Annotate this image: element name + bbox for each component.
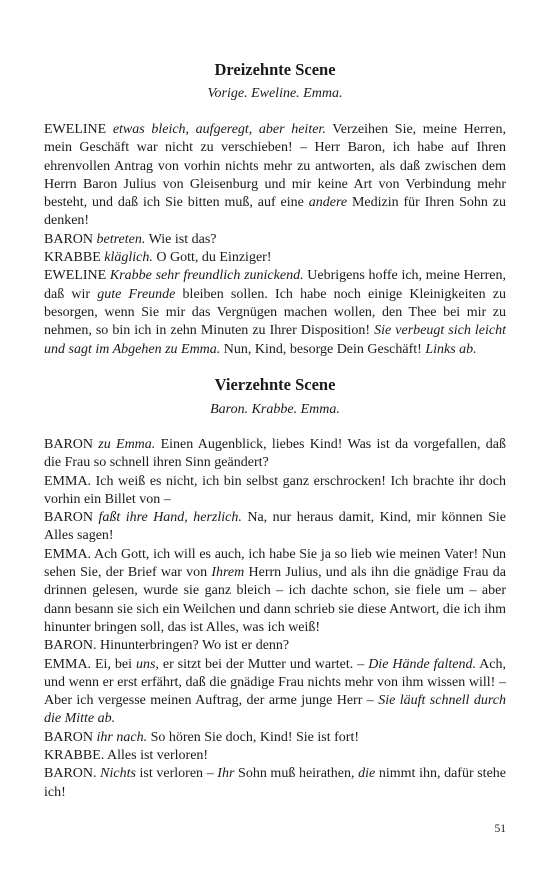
dialogue-text: So hören Sie doch, Kind! Sie ist fort! (147, 729, 359, 745)
dialogue-text: Herrn Julius, und als ihn die gnädige Frau da drinnen gelesen, wurde sie ganz bleich – ich dachte schon, sie fiele um – aber dann besann sie sich ein Weilchen und dann schrieb sie diese Antwort, die ich ihm hinunter bringen soll, das ist Alles, was ich weiß! (44, 565, 506, 635)
stage-direction: Links ab. (425, 341, 477, 357)
dialogue-paragraph (44, 765, 506, 802)
dialogue-text: BARON (44, 729, 97, 745)
stage-direction: Die Hände faltend. (368, 656, 476, 672)
dialogue-text: EMMA. Ach Gott, ich will es auch, ich habe Sie ja so lieb wie meinen Vater! Nun sehen Sie, der Brief war von (44, 546, 506, 581)
dialogue-text: BARON. Hinunterbringen? Wo ist er denn? (44, 638, 290, 654)
dialogue-text: Wie ist das? (145, 231, 217, 247)
dialogue-text: Einen Augenblick, liebes Kind! Was ist da vorgefallen, daß die Frau so schnell ihren Sinn geändert? (44, 437, 506, 471)
stage-direction: Sie läuft schnell durch die Mitte ab. (44, 693, 506, 727)
page-number: 51 (494, 823, 506, 835)
dialogue-text: BARON. (44, 766, 101, 782)
dialogue-paragraph (44, 656, 506, 729)
dialogue-text: BARON (44, 437, 99, 452)
dialogue-text: Nun, Kind, besorge Dein Geschäft! (220, 341, 426, 357)
dialogue-paragraph (44, 637, 506, 655)
dialogue-text: EWELINE (44, 122, 113, 137)
stage-direction: etwas bleich, aufgeregt, aber heiter. (112, 122, 326, 137)
dialogue-text: bleiben sollen. Ich habe noch einige Kleinigkeiten zu besorgen, wenn Sie mir das Vergnügen machen wollen, den Thee bei mir zu nehmen, so bin ich in zehn Minuten zu Ihrer Disposition! (44, 286, 506, 339)
dialogue-text: Na, nur heraus damit, Kind, mir können Sie Alles sagen! (44, 510, 506, 544)
stage-direction: zu Emma. (98, 437, 156, 452)
dialogue-text: EMMA. Ei, bei (44, 656, 136, 672)
dialogue-text: , er sitzt bei der Mutter und wartet. – (155, 656, 369, 672)
dialogue-text: EWELINE (44, 268, 110, 284)
dialogue-text: nimmt ihn, dafür stehe ich! (44, 766, 506, 800)
stage-direction: faßt ihre Hand, herzlich. (98, 510, 242, 526)
dialogue-paragraph (44, 546, 506, 637)
stage-direction: betreten. (96, 231, 146, 247)
dialogue-paragraph (44, 231, 506, 249)
stage-direction: kläglich. (104, 250, 153, 266)
stage-direction: andere (308, 195, 348, 211)
dialogue-paragraph (44, 729, 506, 747)
scene-13-title: Dreizehnte Scene (214, 60, 336, 79)
dialogue-paragraph (44, 249, 506, 267)
scene-14-title: Vierzehnte Scene (214, 375, 336, 394)
dialogue-text: ist verloren – (135, 766, 218, 782)
dialogue-text: Ach, und wenn er erst erfährt, daß die gnädige Frau nichts mehr von ihm wissen will! – Aber ich vergesse meinen Auftrag, der arme junge Herr – (44, 656, 506, 709)
scene-14-persons: Baron. Krabbe. Emma. (210, 402, 340, 417)
dialogue-text: Medizin für Ihren Sohn zu denken! (44, 195, 506, 229)
dialogue-text: O Gott, du Einziger! (152, 250, 272, 266)
dialogue-paragraph (44, 473, 506, 510)
dialogue-text: BARON (44, 231, 97, 247)
dialogue-text: Uebrigens hoffe ich, meine Herren, daß wir (44, 268, 507, 302)
scene-13-text (44, 121, 506, 359)
scene-13-persons: Vorige. Eweline. Emma. (207, 86, 343, 101)
dialogue-paragraph (44, 436, 506, 473)
stage-direction: Ihr (217, 766, 235, 782)
stage-direction: Krabbe sehr freundlich zunickend. (109, 268, 304, 284)
dialogue-paragraph (44, 267, 506, 358)
dialogue-paragraph (44, 509, 506, 546)
dialogue-text: EMMA. Ich weiß es nicht, ich bin selbst ganz erschrocken! Ich brachte ihr doch vorhin ein Billet von – (44, 473, 506, 507)
dialogue-text: Sohn muß heirathen, (234, 766, 359, 782)
dialogue-text: KRABBE. Alles ist verloren! (44, 748, 209, 764)
scene-14-text (44, 436, 506, 802)
stage-direction: Ihrem (211, 565, 245, 581)
stage-direction: die (358, 766, 376, 782)
stage-direction: Sie verbeugt sich leicht und sagt im Abgehen zu Emma. (44, 323, 506, 357)
stage-direction: ihr nach. (96, 729, 148, 745)
dialogue-paragraph (44, 747, 506, 765)
stage-direction: gute Freunde (97, 286, 176, 302)
stage-direction: Nichts (100, 766, 136, 782)
dialogue-text: Verzeihen Sie, meine Herren, mein Geschäft war nicht zu verschieben! – Herr Baron, ich habe auf Ihren ehrenvollen Antrag von vorhin nichts mehr zu antworten, als daß zwischen dem Herrn Baron Julius von Gleisenburg und mir keine Art von Verbindung mehr besteht, und daß ich Sie bitten muß, auf eine (44, 122, 506, 211)
stage-direction: uns (135, 656, 156, 672)
dialogue-paragraph (44, 121, 506, 231)
dialogue-text: BARON (44, 510, 99, 526)
dialogue-text: KRABBE (44, 250, 105, 266)
